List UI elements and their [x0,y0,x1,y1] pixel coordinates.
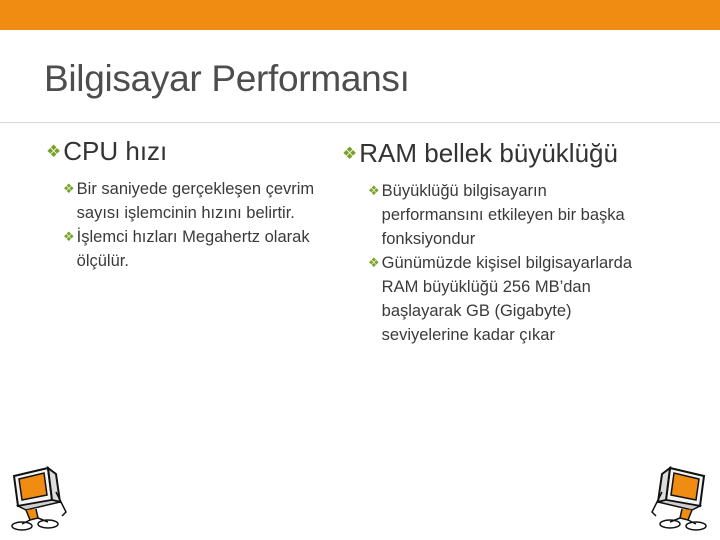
left-heading [46,136,326,167]
right-heading [342,138,682,169]
left-column [46,136,326,273]
diamond-bullet-icon: ❖ [368,255,380,270]
diamond-bullet-icon: ❖ [63,229,75,244]
top-accent-bar [0,0,720,30]
list-item [368,251,682,347]
diamond-bullet-icon: ❖ [63,181,75,196]
list-item [63,177,326,225]
left-bullet-list [46,177,326,273]
computer-character-icon [648,462,710,534]
left-heading-text: CPU hızı [63,136,168,166]
list-item-text: Bir saniyede gerçekleşen çevrim sayısı işlemcinin hızını belirtir. [76,180,315,222]
computer-character-icon [8,462,70,534]
diamond-bullet-icon: ❖ [46,141,62,161]
list-item [63,225,326,273]
list-item-text: Büyüklüğü bilgisayarın performansını etkileyen bir başka fonksiyondur [381,182,625,248]
right-bullet-list [342,179,682,347]
list-item [368,179,682,251]
list-item-text: İşlemci hızları Megahertz olarak ölçülür. [76,228,310,270]
list-item-text: Günümüzde kişisel bilgisayarlarda RAM büyüklüğü 256 MB’dan başlayarak GB (Gigabyte) seviyelerine kadar çıkar [381,254,633,344]
right-column [342,138,682,347]
slide-title: Bilgisayar Performansı [44,58,410,99]
diamond-bullet-icon: ❖ [368,183,380,198]
diamond-bullet-icon: ❖ [342,143,358,163]
title-divider [0,122,720,123]
right-heading-text: RAM bellek büyüklüğü [359,138,618,168]
